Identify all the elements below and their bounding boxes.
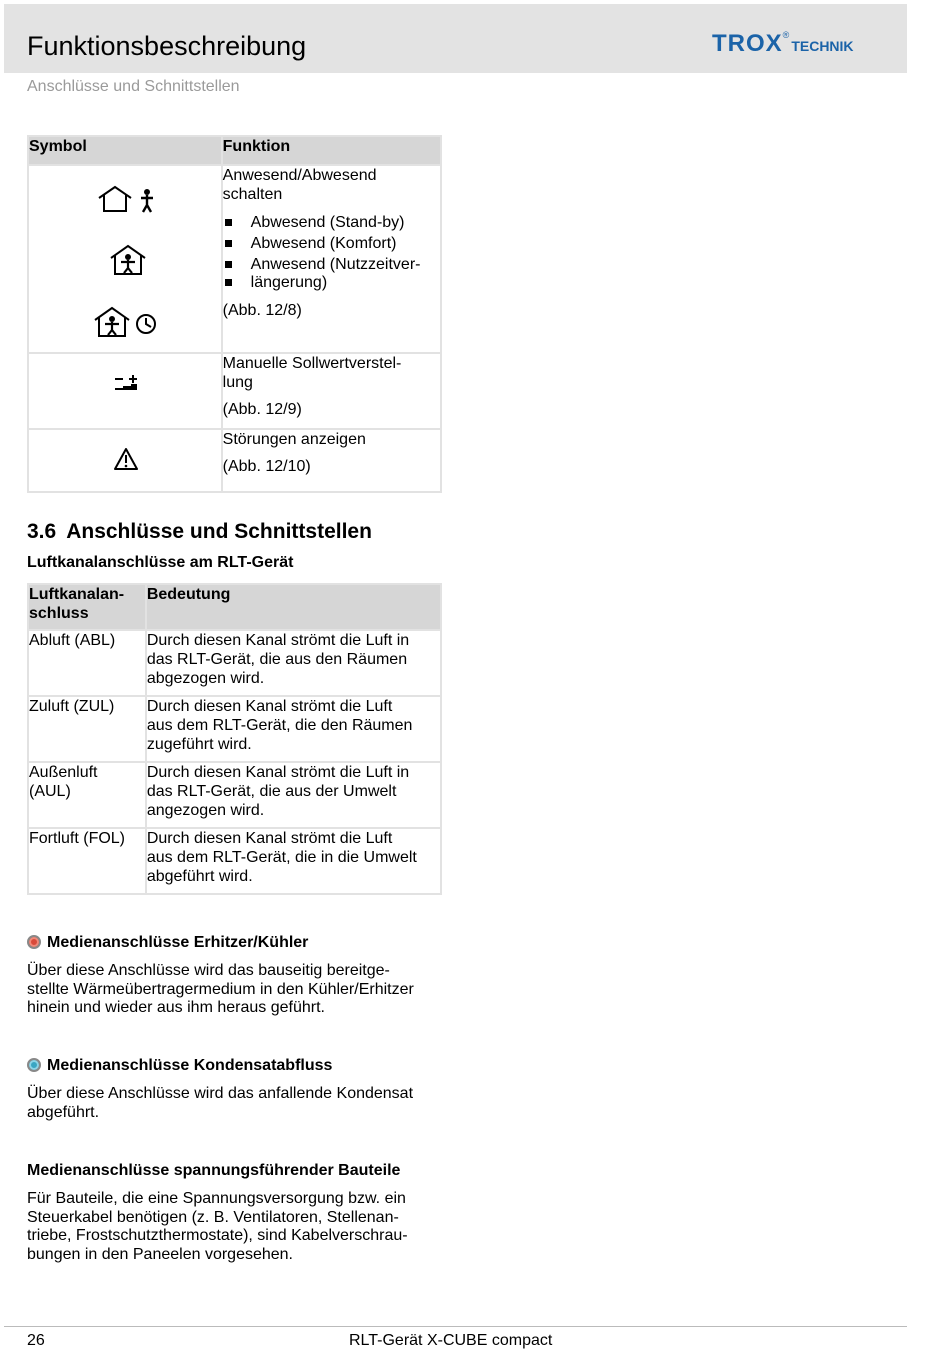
- block-paragraph: [27, 1085, 437, 1122]
- logo-registered: ®: [782, 30, 790, 40]
- col-header-symbol: Symbol: [28, 136, 222, 165]
- col-header-line: schluss: [29, 605, 89, 622]
- block-heading: Medienanschlüsse spannungsführender Bauteile: [27, 1162, 401, 1179]
- list-item-cont: längerung): [223, 272, 440, 293]
- funktion-cell: [222, 165, 441, 353]
- list-item: Abwesend (Komfort): [223, 233, 440, 254]
- subheading: Luftkanalanschlüsse am RLT-Gerät: [27, 554, 294, 571]
- duct-desc: [146, 696, 441, 762]
- setpoint-adjust-icon: [113, 372, 141, 392]
- house-person-clock-icon: [93, 306, 159, 338]
- figure-ref: (Abb. 12/9): [222, 401, 302, 418]
- table-row: [28, 353, 441, 429]
- blue-connector-icon: [27, 1058, 41, 1072]
- desc-line: Durch diesen Kanal strömt die Luft: [146, 698, 393, 715]
- col-header-anschluss: [28, 584, 146, 630]
- house-person-filled-icon: [109, 244, 147, 276]
- footer-divider: [4, 1326, 907, 1327]
- block-heading: [27, 934, 308, 952]
- para-line: Für Bauteile, die eine Spannungsversorgung bzw. ein: [27, 1190, 406, 1207]
- house-person-icon: [97, 184, 159, 214]
- row-title: Störungen anzeigen: [222, 431, 366, 448]
- table-row: [28, 762, 441, 828]
- symbol-table: [27, 135, 442, 493]
- desc-line: Durch diesen Kanal strömt die Luft: [146, 830, 393, 847]
- section-heading: [27, 520, 372, 544]
- row-title: Manuelle Sollwertverstel-: [222, 355, 402, 372]
- duct-name-line: (AUL): [29, 783, 71, 800]
- section-number: 3.6: [27, 520, 57, 543]
- list-item: Anwesend (Nutzzeitver-: [223, 254, 440, 275]
- section-title: Anschlüsse und Schnittstellen: [66, 520, 372, 543]
- desc-line: zugeführt wird.: [146, 736, 252, 753]
- desc-line: abgezogen wird.: [146, 670, 265, 687]
- desc-line: aus dem RLT-Gerät, die den Räumen: [146, 717, 413, 734]
- page-subtitle: Anschlüsse und Schnittstellen: [27, 78, 240, 95]
- para-line: abgeführt.: [27, 1103, 100, 1121]
- table-row: [28, 429, 441, 492]
- duct-name-line: Abluft (ABL): [29, 632, 116, 649]
- symbol-cell: [28, 353, 222, 429]
- row-title-cont: lung: [222, 374, 253, 391]
- duct-name: [28, 762, 146, 828]
- block-paragraph: [27, 1190, 437, 1264]
- duct-name-line: Außenluft: [29, 764, 98, 781]
- block-heading-text: Medienanschlüsse Kondensatabfluss: [47, 1057, 333, 1074]
- desc-line: Durch diesen Kanal strömt die Luft in: [146, 632, 410, 649]
- symbol-cell: [28, 165, 222, 353]
- bullet-list: [223, 212, 440, 293]
- red-connector-icon: [27, 935, 41, 949]
- row-title: Anwesend/Abwesend: [222, 167, 377, 184]
- table-row: [28, 165, 441, 353]
- col-header-bedeutung: Bedeutung: [146, 584, 441, 630]
- para-line: bungen in den Paneelen vorgesehen.: [27, 1245, 293, 1263]
- list-item: Abwesend (Stand-by): [223, 212, 440, 233]
- table-row: [28, 828, 441, 894]
- symbol-cell: [28, 429, 222, 492]
- para-line: stellte Wärmeübertragermedium in den Kühler/Erhitzer: [27, 980, 414, 998]
- duct-desc: [146, 762, 441, 828]
- duct-name-line: Zuluft (ZUL): [29, 698, 115, 715]
- desc-line: das RLT-Gerät, die aus den Räumen: [146, 651, 408, 668]
- logo-main: TROX: [712, 30, 783, 57]
- para-line: Steuerkabel benötigen (z. B. Ventilatoren, Stellenan-: [27, 1208, 399, 1226]
- desc-line: das RLT-Gerät, die aus der Umwelt: [146, 783, 397, 800]
- desc-line: aus dem RLT-Gerät, die in die Umwelt: [146, 849, 417, 866]
- block-paragraph: [27, 962, 437, 1018]
- block-heading: [27, 1057, 332, 1075]
- row-title-cont: schalten: [222, 186, 283, 203]
- page-title: Funktionsbeschreibung: [27, 31, 307, 61]
- page-number: 26: [27, 1332, 45, 1349]
- para-line: triebe, Frostschutzthermostate), sind Kabelverschrau-: [27, 1227, 408, 1244]
- table-row: [28, 696, 441, 762]
- table-row: [28, 630, 441, 696]
- trox-logo: [712, 30, 854, 58]
- warning-triangle-icon: [113, 447, 139, 471]
- funktion-cell: [222, 429, 441, 492]
- col-header-line: Luftkanalan-: [29, 586, 125, 603]
- duct-table: [27, 583, 442, 895]
- block-heading-text: Medienanschlüsse Erhitzer/Kühler: [47, 934, 309, 951]
- para-line: Über diese Anschlüsse wird das bauseitig bereitge-: [27, 962, 390, 979]
- duct-name-line: Fortluft (FOL): [29, 830, 126, 847]
- desc-line: Durch diesen Kanal strömt die Luft in: [146, 764, 410, 781]
- col-header-funktion: Funktion: [222, 136, 441, 165]
- logo-sub: TECHNIK: [791, 38, 854, 54]
- duct-name: [28, 630, 146, 696]
- desc-line: abgeführt wird.: [146, 868, 253, 885]
- figure-ref: (Abb. 12/8): [222, 302, 302, 319]
- para-line: Über diese Anschlüsse wird das anfallende Kondensat: [27, 1085, 414, 1102]
- figure-ref: (Abb. 12/10): [222, 458, 311, 475]
- duct-name: [28, 696, 146, 762]
- desc-line: angezogen wird.: [146, 802, 265, 819]
- para-line: hinein und wieder aus ihm heraus geführt.: [27, 999, 325, 1016]
- document-name: RLT-Gerät X-CUBE compact: [349, 1332, 553, 1349]
- duct-name: [28, 828, 146, 894]
- duct-desc: [146, 630, 441, 696]
- funktion-cell: [222, 353, 441, 429]
- duct-desc: [146, 828, 441, 894]
